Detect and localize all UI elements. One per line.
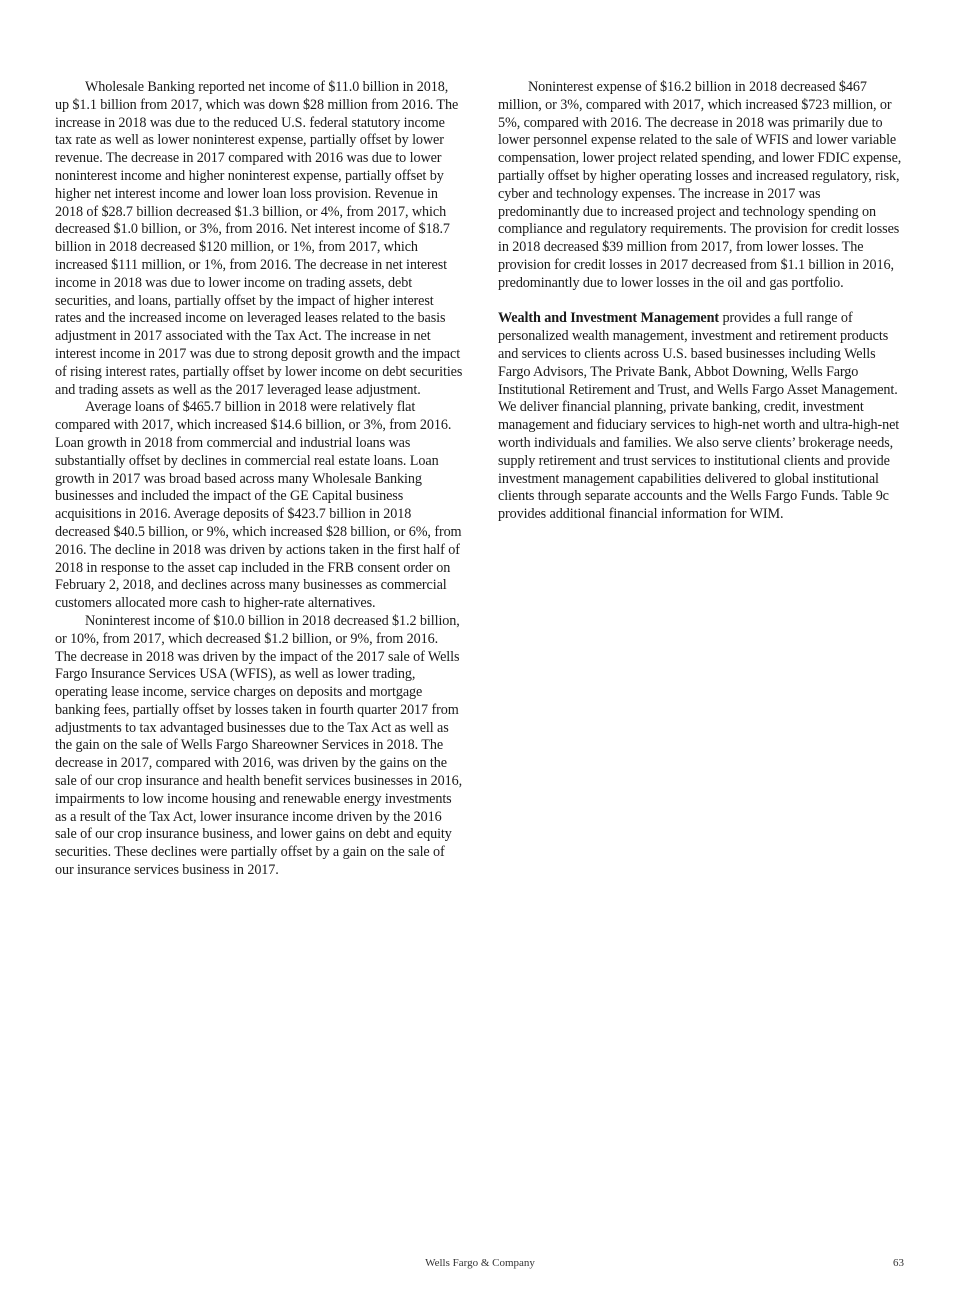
left-column [55,79,463,880]
noninterest-income-paragraph: Noninterest income of $10.0 billion in 2018 decreased $1.2 billion, or 10%, from 2017, which decreased $1.2 billion, or 9%, from 2016. The decrease in 2018 was driven by the impact of the 2017 sale of Wells Fargo Insurance Services USA (WFIS), as well as lower trading, operating lease income, service charges on deposits and mortgage banking fees, partially offset by losses taken in fourth quarter 2017 from adjustments to tax advantaged businesses due to the Tax Act as well as the gain on the sale of Wells Fargo Shareowner Services in 2018. The decrease in 2017, compared with 2016, was driven by the gains on the sale of our crop insurance and health benefit services businesses in 2016, impairments to low income housing and renewable energy investments as a result of the Tax Act, lower insurance income driven by the 2016 sale of our crop insurance business, and lower gains on debt and equity securities. These declines were partially offset by a gain on the sale of our insurance services business in 2017. [55,612,463,879]
wholesale-net-income-paragraph: Wholesale Banking reported net income of $11.0 billion in 2018, up $1.1 billion from 2017, which was down $28 million from 2016. The increase in 2018 was due to the reduced U.S. federal statutory income tax rate as well as lower noninterest expense, partially offset by lower revenue. The decrease in 2017 compared with 2016 was due to lower noninterest income and higher noninterest expense, partially offset by higher net interest income and lower loan loss provision. Revenue in 2018 of $28.7 billion decreased $1.3 billion, or 4%, from 2017, which decreased $1.0 billion, or 3%, from 2016. Net interest income of $18.7 billion in 2018 decreased $120 million, or 1%, from 2017, which increased $111 million, or 1%, from 2016. The decrease in net interest income in 2018 was due to lower income on trading assets, debt securities, and loans, partially offset by the impact of higher interest rates and the increased income on leveraged leases related to the basis adjustment in 2017 associated with the Tax Act. The increase in net interest income in 2017 was due to strong deposit growth and the impact of rising interest rates, partially offset by lower income on debt securities and trading assets as well as the 2017 leveraged lease adjustment. [55,79,463,398]
wim-section-body: provides a full range of personalized wealth management, investment and retirement products and services to clients across U.S. based businesses including Wells Fargo Advisors, The Private Bank, Abbot Downing, Wells Fargo Institutional Retirement and Trust, and Wells Fargo Asset Management. We deliver financial planning, private banking, credit, investment management and fiduciary services to high-net worth and ultra-high-net worth individuals and families. We also serve clients’ brokerage needs, supply retirement and trust services to institutional clients and provide investment management capabilities delivered to global institutional clients through separate accounts and the Wells Fargo Funds. Table 9c provides additional financial information for WIM. [498,310,900,523]
wim-section-paragraph [498,310,903,524]
noninterest-expense-paragraph: Noninterest expense of $16.2 billion in 2018 decreased $467 million, or 3%, compared with 2017, which increased $723 million, or 5%, compared with 2016. The decrease in 2018 was primarily due to lower personnel expense related to the sale of WFIS and lower variable compensation, lower project related spending, and lower FDIC expense, partially offset by higher operating losses and increased regulatory, risk, cyber and technology expenses. The increase in 2017 was predominantly due to increased project and technology spending on compliance and regulatory requirements. The provision for credit losses in 2018 decreased $39 million from 2017, from lower losses. The provision for credit losses in 2017 decreased from $1.1 billion in 2016, predominantly due to lower losses in the oil and gas portfolio. [498,79,902,291]
average-loans-paragraph: Average loans of $465.7 billion in 2018 were relatively flat compared with 2017, which increased $14.6 billion, or 3%, from 2016. Loan growth in 2018 from commercial and industrial loans was substantially offset by declines in commercial real estate loans. Loan growth in 2017 was broad based across many Wholesale Banking businesses and included the impact of the GE Capital business acquisitions in 2016. Average deposits of $423.7 billion in 2018 decreased $40.5 billion, or 9%, which increased $28 billion, or 6%, from 2016. The decline in 2018 was driven by actions taken in the first half of 2018 in response to the asset cap included in the FRB consent order on February 2, 2018, and declines across many businesses as commercial customers allocated more cash to higher-rate alternatives. [55,399,462,612]
wim-section-heading: Wealth and Investment Management [498,310,720,327]
page-number: 63 [893,1257,904,1269]
right-column [498,79,903,524]
footer-company-name: Wells Fargo & Company [425,1257,535,1269]
